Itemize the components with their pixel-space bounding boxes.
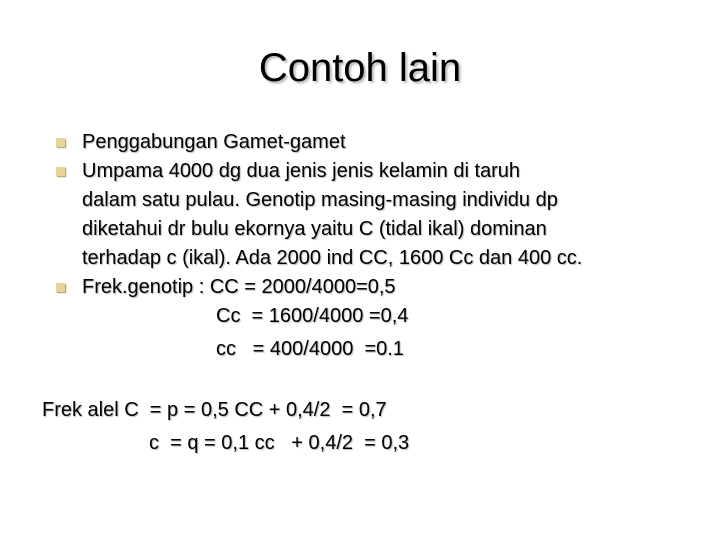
genotype-frequency-cc: cc = 400/4000 =0.1 [216,338,404,360]
bullet-text-line: terhadap c (ikal). Ada 2000 ind CC, 1600 Cc dan 400 cc. [82,247,583,269]
slide-title: Contoh lain [258,46,462,90]
bullet-list [55,128,685,302]
square-bullet-icon [56,138,65,147]
square-bullet-icon [56,167,65,176]
bullet-text: Frek.genotip : CC = 2000/4000=0,5 [82,276,396,298]
bullet-item-frek-genotip [55,273,685,302]
bullet-text-line: diketahui dr bulu ekornya yaitu C (tidal ikal) dominan [82,218,547,240]
bullet-text-line: Umpama 4000 dg dua jenis jenis kelamin di taruh [82,160,521,182]
bullet-text-line: dalam satu pulau. Genotip masing-masing individu dp [82,189,558,211]
bullet-text: Penggabungan Gamet-gamet [82,131,346,153]
genotype-frequency-Cc: Cc = 1600/4000 =0,4 [216,305,409,327]
bullet-item-umpama [55,157,685,273]
square-bullet-icon [56,283,65,292]
allele-frequency-C: Frek alel C = p = 0,5 CC + 0,4/2 = 0,7 [42,399,387,421]
allele-frequency-c: c = q = 0,1 cc + 0,4/2 = 0,3 [149,432,410,454]
bullet-item-gamet [55,128,685,157]
